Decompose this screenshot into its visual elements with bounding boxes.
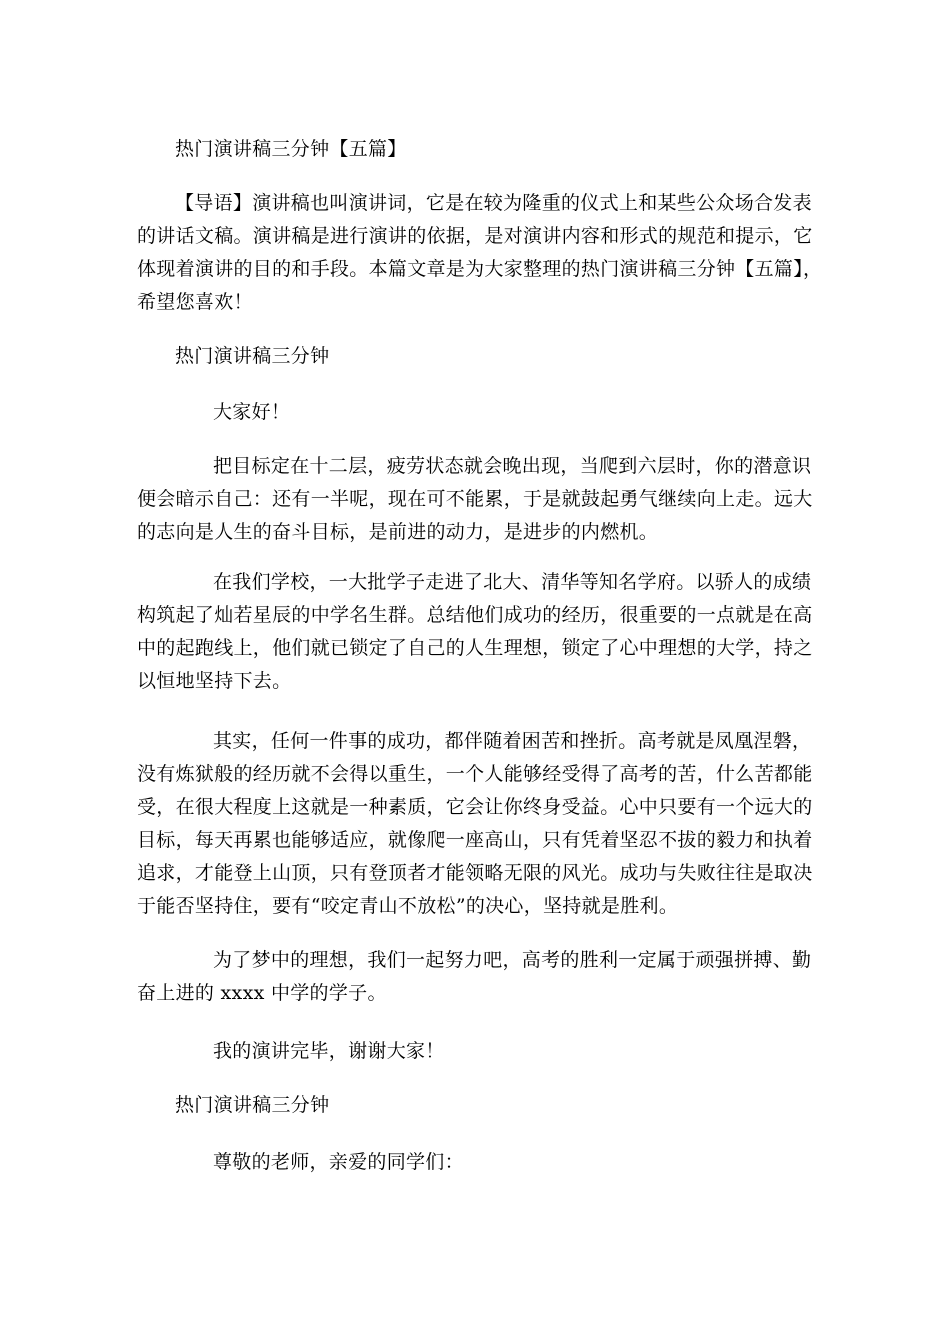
paragraph-line: 在我们学校，一大批学子走进了北大、清华等知名学府。以骄人的成绩 (213, 571, 812, 593)
intro-line: 【导语】演讲稿也叫演讲词，它是在较为隆重的仪式上和某些公众场合发表 (175, 192, 812, 214)
paragraph-line: 受，在很大程度上这就是一种素质，它会让你终身受益。心中只要有一个远大的 (137, 796, 813, 818)
intro-line: 体现着演讲的目的和手段。本篇文章是为大家整理的热门演讲稿三分钟【五篇】， (137, 258, 823, 280)
greeting: 大家好！ (213, 401, 291, 423)
paragraph-line: 以恒地坚持下去。 (137, 670, 292, 692)
section-heading: 热门演讲稿三分钟 (175, 345, 330, 367)
paragraph-line: 把目标定在十二层，疲劳状态就会晚出现，当爬到六层时，你的潜意识 (213, 455, 812, 477)
paragraph-line: 奋上进的 xxxx 中学的学子。 (137, 982, 387, 1004)
greeting: 尊敬的老师，亲爱的同学们： (213, 1151, 464, 1173)
paragraph-line: 追求，才能登上山顶，只有登顶者才能领略无限的风光。成功与失败往往是取决 (137, 862, 813, 884)
paragraph-line: 便会暗示自己：还有一半呢，现在可不能累，于是就鼓起勇气继续向上走。远大 (137, 488, 813, 510)
intro-line: 希望您喜欢！ (137, 291, 253, 313)
intro-line: 的讲话文稿。演讲稿是进行演讲的依据，是对演讲内容和形式的规范和提示，它 (137, 225, 813, 247)
paragraph-line: 于能否坚持住，要有“咬定青山不放松”的决心，坚持就是胜利。 (137, 895, 679, 917)
document-title: 热门演讲稿三分钟【五篇】 (175, 138, 407, 160)
paragraph-line: 为了梦中的理想，我们一起努力吧，高考的胜利一定属于顽强拼搏、勤 (213, 949, 812, 971)
section-heading: 热门演讲稿三分钟 (175, 1094, 330, 1116)
intro-paragraph (137, 187, 823, 319)
body-paragraph-1 (137, 450, 813, 549)
body-paragraph-4 (137, 944, 812, 1010)
paragraph-line: 构筑起了灿若星辰的中学名生群。总结他们成功的经历，很重要的一点就是在高 (137, 604, 813, 626)
paragraph-line: 的志向是人生的奋斗目标，是前进的动力，是进步的内燃机。 (137, 521, 659, 543)
body-paragraph-2 (137, 566, 813, 698)
paragraph-line: 没有炼狱般的经历就不会得以重生，一个人能够经受得了高考的苦，什么苦都能 (137, 763, 813, 785)
paragraph-line: 中的起跑线上，他们就已锁定了自己的人生理想，锁定了心中理想的大学，持之 (137, 637, 813, 659)
paragraph-line: 目标，每天再累也能够适应，就像爬一座高山，只有凭着坚忍不拔的毅力和执着 (137, 829, 813, 851)
closing-line: 我的演讲完毕，谢谢大家！ (213, 1040, 445, 1062)
paragraph-line: 其实，任何一件事的成功，都伴随着困苦和挫折。高考就是凤凰涅磐， (213, 730, 812, 752)
body-paragraph-3 (137, 725, 813, 923)
